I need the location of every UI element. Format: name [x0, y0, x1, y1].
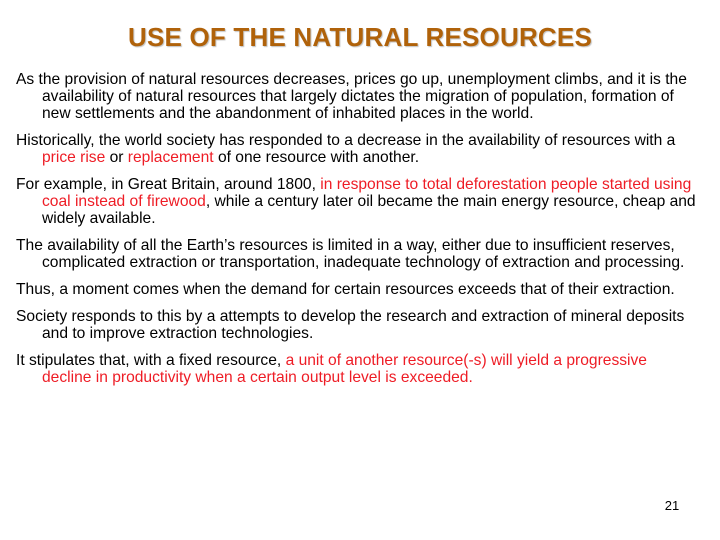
paragraph-society-responds [16, 308, 700, 342]
paragraph-text: Thus, a moment comes when the demand for certain resources exceeds that of their extraction. [16, 281, 675, 298]
paragraph-text: The availability of all the Earth’s resources is limited in a way, either due to insufficient reserves, complicated extraction or transportation, inadequate technology of extraction and processing. [16, 237, 685, 271]
paragraph-historical-response [16, 132, 700, 166]
paragraph-text: or [105, 149, 128, 166]
highlight-progressive-decline: a unit of another resource(-s) will yield a progressive decline in productivity when a certain output level is exceeded. [42, 352, 647, 386]
paragraph-resource-limits [16, 237, 700, 271]
paragraph-resource-provision [16, 71, 700, 122]
highlight-coal-instead-of-firewood: in response to total deforestation people started using coal instead of firewood [42, 176, 692, 210]
slide-body [16, 71, 700, 396]
paragraph-text: Historically, the world society has responded to a decrease in the availability of resources with a [16, 132, 676, 149]
slide-title: USE OF THE NATURAL RESOURCES [127, 22, 592, 52]
paragraph-demand-exceeds [16, 281, 700, 298]
paragraph-diminishing-returns [16, 352, 700, 386]
paragraph-text: For example, in Great Britain, around 1800, [16, 176, 321, 193]
paragraph-text: Society responds to this by a attempts to develop the research and extraction of mineral deposits and to improve extraction technologies. [16, 308, 685, 342]
highlight-price-rise: price rise [42, 149, 106, 166]
paragraph-text: , while a century later oil became the main energy resource, cheap and widely available. [42, 193, 696, 227]
paragraph-text: of one resource with another. [213, 149, 420, 166]
paragraph-text: As the provision of natural resources decreases, prices go up, unemployment climbs, and it is the availability of natural resources that largely dictates the migration of population, formation of new settlements and the abandonment of inhabited places in the world. [16, 71, 687, 122]
highlight-replacement: replacement [127, 149, 214, 166]
page-number: 21 [664, 498, 680, 513]
paragraph-text: It stipulates that, with a fixed resource, [16, 352, 286, 369]
paragraph-great-britain-example [16, 176, 700, 227]
